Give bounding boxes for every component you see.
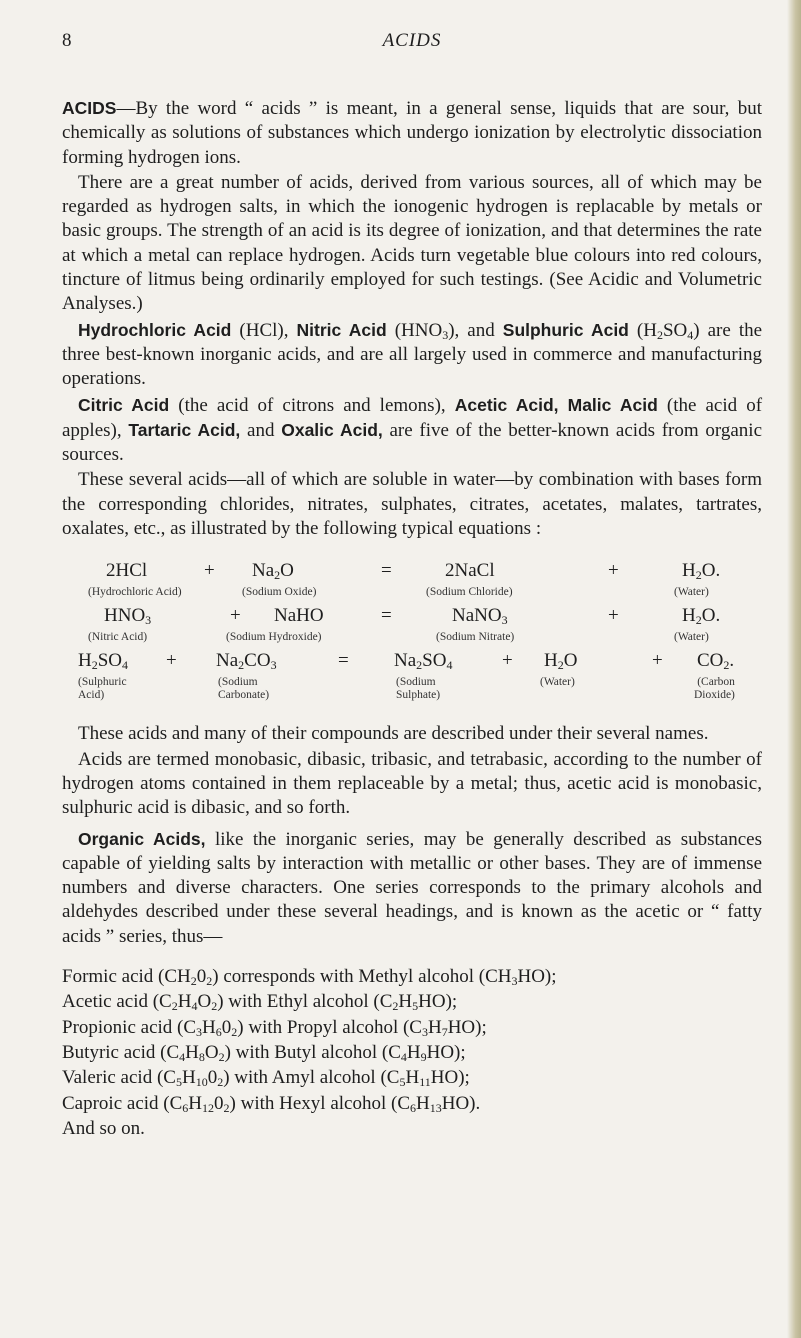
list-item: Butyric acid $(C_4H_8O_2)$ with Butyl alcohol $(C_4H_9HO)$; [62,1041,466,1064]
equation-2: $HNO_3$ + NaHO = NaNO$_3$ + $H_2O$. [104,605,721,628]
list-item: Valeric acid $(C_5H_{10}0_2)$ with Amyl alcohol $(C_5H_{11}HO)$; [62,1067,470,1090]
equation-1: 2HCl + $Na_2O$ = 2NaCl + $H_2O$. [106,560,721,583]
fatty-acids-list [62,965,762,1141]
closing-line: And so on. [62,1117,145,1139]
paragraph-acids-definition: ACIDS—By the word “ acids ” is meant, in a general sense, liquids that are sour, but chemically as solutions of substances which undergo ionization by electrolytic dissociation forming hydrogen ions. [62,98,762,168]
paragraph-salts: These several acids—all of which are soluble in water—by combination with bases form the corresponding chlorides, nitrates, sulphates, citrates, acetates, malates, tartrates, oxalates, etc., as illustrated by the following typical equations : [62,469,762,540]
paragraph-organic-sources: Citric Acid (the acid of citrons and lemons), Acetic Acid, Malic Acid (the acid of apples), Tartaric Acid, and Oxalic Acid, are five of the better-known acids from organic sources. [62,394,763,466]
paragraph-basicity: Acids are termed monobasic, dibasic, tribasic, and tetrabasic, according to the number of hydrogen atoms contained in them replaceable by a metal; thus, acetic acid is monobasic, sulphuric acid is dibasic, and so forth. [62,748,762,819]
running-header [62,30,762,60]
list-item: Caproic acid $(C_6H_{12}0_2)$ with Hexyl alcohol $(C_6H_{13}HO)$. [62,1092,481,1115]
equation-3-captions: (Sulphuric Acid) (Sodium Carbonate) (Sodium Sulphate) (Water) (Carbon Dioxide) [78,676,735,702]
paragraph-compounds: These acids and many of their compounds are described under their several names. [78,723,709,745]
list-item: Formic acid $(CH_20_2)$ corresponds with Methyl alcohol $(CH_3HO)$; [62,966,557,989]
chemical-equations [62,560,762,708]
running-title: ACIDS [382,30,442,51]
equation-1-captions: (Hydrochloric Acid) (Sodium Oxide) (Sodium Chloride) (Water) [88,586,709,599]
list-item: Acetic acid $(C_2H_4O_2)$ with Ethyl alcohol $(C_2H_5HO)$; [62,991,458,1014]
list-item: Propionic acid $(C_3H_60_2)$ with Propyl alcohol $(C_3H_7HO)$; [62,1016,487,1039]
paragraph-acid-sources: There are a great number of acids, derived from various sources, all of which may be regarded as hydrogen salts, in which the ionogenic hydrogen is replacable by metals or basic groups. The strength of an acid is its degree of ionization, and that determines the rate at which a metal can replace hydrogen. Acids turn vegetable blue colours into red colours, tincture of litmus being ordinarily employed for such testings. (See Acidic and Volumetric Analyses.) [62,171,762,315]
paragraph-organic-acids: Organic Acids, like the inorganic series, may be generally described as substances capable of yielding salts by interaction with metallic or other bases. They are of immense numbers and diverse characters. One series corresponds to the primary alcohols and aldehydes described under these several headings, and is known as the acetic or “ fatty acids ” series, thus— [62,828,763,947]
page-edge-shadow [787,0,801,1338]
entry-headword: ACIDS [62,98,117,118]
page-number: 8 [62,30,72,51]
book-page [62,30,762,1141]
equation-3: $H_2SO_4$ + $Na_2CO_3$ = $Na_2SO_4$ + $H_2O$ + $CO_2$. [78,650,735,673]
paragraph-inorganic-acids: Hydrochloric Acid (HCl), Nitric Acid $(HNO_3)$, and Sulphuric Acid $(H_2SO_4)$ are the three best-known inorganic acids, and are all largely used in commerce and manufacturing operations. [62,319,763,390]
body-text [62,96,762,1141]
equation-2-captions: (Nitric Acid) (Sodium Hydroxide) (Sodium Nitrate) (Water) [88,631,709,644]
